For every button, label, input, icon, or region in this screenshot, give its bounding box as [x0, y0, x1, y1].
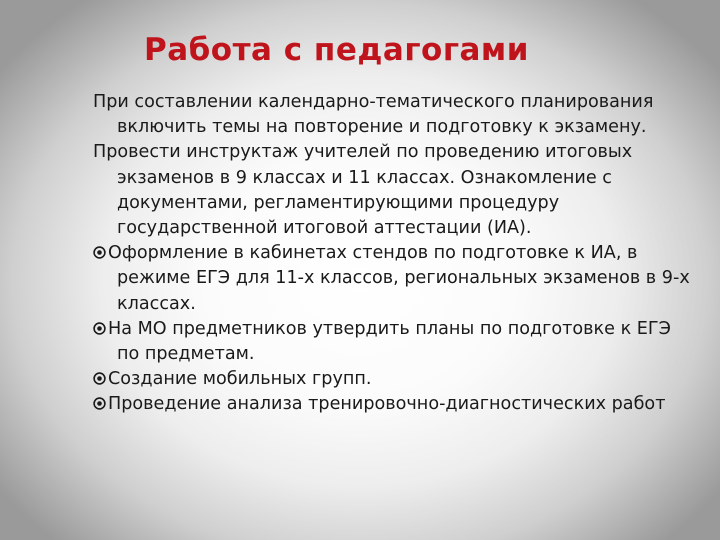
bullet-item-analysis — [93, 392, 691, 417]
circled-dot-icon — [93, 322, 106, 335]
circled-dot-icon — [93, 397, 106, 410]
paragraph-text: Провести инструктаж учителей по проведению итоговых экзаменов в 9 классах и 11 классах. Ознакомление с документами, регламентирующими процедуру государственной итоговой аттестации (ИА). — [93, 142, 633, 239]
bullet-text: Оформление в кабинетах стендов по подготовке к ИА, в режиме ЕГЭ для 11-х классов, региональных экзаменов в 9-х классах. — [108, 243, 690, 314]
paragraph-text: При составлении календарно-тематического планирования включить темы на повторение и подготовку к экзамену. — [93, 92, 654, 138]
circled-dot-icon — [93, 246, 106, 259]
bullet-text: Проведение анализа тренировочно-диагностических работ — [108, 394, 666, 415]
circled-dot-icon — [93, 372, 106, 385]
bullet-item-stands — [93, 241, 691, 317]
paragraph-calendar-planning — [93, 90, 691, 140]
slide-body — [93, 90, 691, 418]
paragraph-teacher-briefing — [93, 140, 691, 241]
bullet-item-mo-plans — [93, 317, 691, 367]
bullet-text: Создание мобильных групп. — [108, 369, 372, 390]
slide-title: Работа с педагогами — [144, 32, 529, 68]
bullet-item-mobile-groups — [93, 367, 691, 392]
bullet-text: На МО предметников утвердить планы по подготовке к ЕГЭ по предметам. — [108, 318, 671, 365]
